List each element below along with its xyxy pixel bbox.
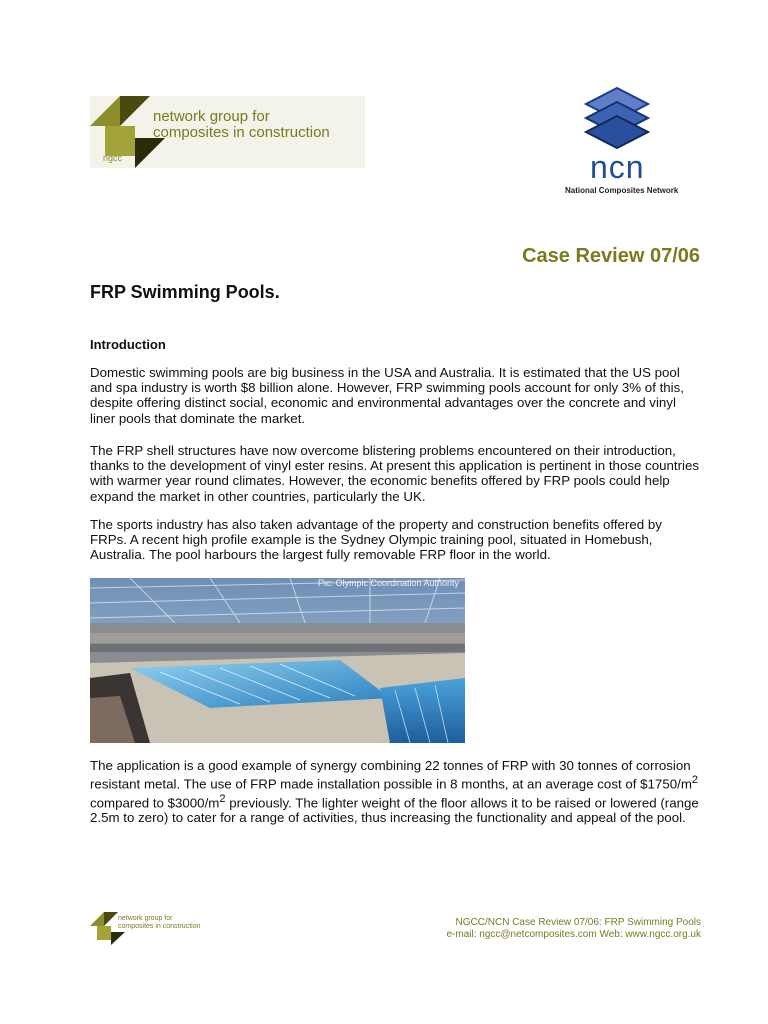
superscript-1: 2 [691,774,699,787]
footer-logo-text [118,915,200,931]
footer-logo-line1: network group for [118,915,173,922]
ngcc-logo-abbr: ngcc [103,153,123,163]
footer-reference: NGCC/NCN Case Review 07/06: FRP Swimming Pools [455,917,701,928]
olympic-pool-image [90,578,465,743]
paragraph-3: The sports industry has also taken advantage of the property and construction benefits offered by FRPs. A recent high profile example is the Sydney Olympic training pool, situated in Homebush, Australia. The pool harbours the largest fully removable FRP floor in the world. [90,517,662,563]
ncn-logo-word: ncn [590,149,645,185]
paragraph-4-part2: compared to $3000/m [90,795,220,811]
paragraph-1: Domestic swimming pools are big business in the USA and Australia. It is estimated that the US pool and spa industry is worth $8 billion alone. However, FRP swimming pools account for only 3% of this, despite offering distinct social, economic and environmental advantages over the concrete and vinyl liner pools that dominate the market. [90,365,684,426]
page-title: FRP Swimming Pools. [90,282,280,302]
introduction-heading: Introduction [90,337,166,352]
footer-logo-line2: composites in construction [118,923,201,930]
paragraph-4-part3: previously. The lighter weight of the floor allows it to be raised or lowered (range 2.5m to zero) to cater for a range of activities, thus increasing the functionality and appeal of the pool. [90,795,699,826]
footer-contact: e-mail: ngcc@netcomposites.com Web: www.ngcc.org.uk [446,929,701,940]
ngcc-logo-text [153,109,330,141]
ncn-stack-icon [584,86,650,156]
paragraph-4-part1: The application is a good example of synergy combining 22 tonnes of FRP with 30 tonnes of corrosion resistant metal. The use of FRP made installation possible in 8 months, at an average cost of $1750/m [90,758,692,792]
ncn-logo-subtitle: National Composites Network [565,186,679,195]
ngcc-logo-line2: composites in construction [153,124,330,141]
olympic-pool-photo [90,578,465,743]
superscript-2: 2 [219,792,226,805]
paragraph-4 [90,758,702,826]
paragraph-2: The FRP shell structures have now overcome blistering problems encountered on their introduction, thanks to the development of vinyl ester resins. At present this application is pertinent in those countries with warmer year round climates. However, the economic benefits offered by FRP pools could help expand the market in other countries, particularly the UK. [90,443,700,504]
photo-credit: Pic: Olympic Coordination Authority [317,578,459,588]
ngcc-logo-line1: network group for [153,108,270,125]
case-review-number: Case Review 07/06 [522,245,700,267]
